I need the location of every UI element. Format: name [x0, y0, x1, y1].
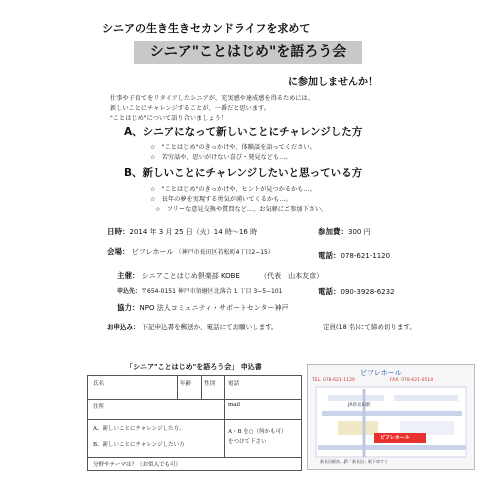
host-row: [117, 270, 323, 281]
cooperation-name: NPO 法人コミュニティ・サポートセンター神戸: [139, 304, 289, 312]
cooperation-row: [117, 302, 289, 313]
venue-address: （神戸市長田区若松町4丁目2−15）: [175, 249, 274, 256]
form-divider: [177, 376, 178, 399]
section-a-heading: A、シニアになって新しいことにチャレンジした方: [124, 126, 363, 138]
section-b-heading: B、新しいことにチャレンジしたいと思っている方: [124, 167, 363, 179]
form-divider: [224, 419, 225, 457]
form-option-b[interactable]: B、新しいことにチャレンジしたい方: [93, 442, 185, 448]
application-form: [87, 375, 302, 471]
form-choice-note-1: A・B を○（何かも可）: [228, 429, 287, 435]
apply-phone: 090-3928-6232: [340, 288, 395, 296]
cooperation-label: 協力：: [117, 303, 140, 312]
date-value: 2014 年 3 月 25 日（火）14 時〜16 時: [129, 228, 258, 236]
tagline: シニアの生き生きセカンドライフを求めて: [102, 22, 311, 35]
date-label: 日時：: [107, 227, 130, 236]
date-row: [107, 226, 257, 237]
apply-to-label: 申込先：: [117, 288, 142, 295]
section-a-bullet-1: ☆ "ことはじめ"のきっかけや、体験談を語ってください。: [150, 144, 316, 151]
apply-to-row: [117, 286, 283, 295]
how-to-apply-label: お申込み：: [107, 323, 140, 331]
apply-phone-label: 電話：: [318, 287, 341, 296]
form-topic-label: 分野やテーマは？（お似入でも可）: [93, 462, 182, 468]
map-station-label: JR新長田駅: [348, 403, 371, 408]
host-label: 主催：: [117, 271, 140, 280]
venue-map: [307, 364, 475, 470]
event-title-banner: [134, 41, 362, 64]
apply-to-address: 〒654-0151 神戸市須磨区北落合 1 丁目 3−5−101: [141, 288, 283, 295]
host-name: シニアことはじめ倶楽部 KOBE: [141, 272, 240, 280]
form-phone-label: 電話: [228, 381, 240, 387]
form-divider: [88, 419, 301, 420]
fee-label: 参加費：: [318, 227, 348, 236]
form-divider: [88, 457, 301, 458]
section-a-bullet-2: ☆ 苦労話や、思いがけない喜び・発見なども…。: [150, 154, 292, 161]
capacity-note: 定員(18 名)にて締め切ります。: [323, 323, 416, 331]
form-divider: [224, 376, 225, 419]
section-b-bullet-3: ☆ フリーな意見交換や質問など…、お気軽にご参加下さい。: [155, 206, 328, 213]
form-option-a[interactable]: A、新しいことにチャレンジした方。: [93, 426, 185, 432]
invitation-text: に参加しませんか！: [288, 77, 378, 88]
venue-label: 会場：: [107, 247, 130, 256]
application-form-title: 「シニア"ことはじめ"を語ろう会」 申込書: [126, 363, 262, 371]
fee-row: [318, 226, 371, 237]
form-divider: [88, 399, 301, 400]
how-to-apply-row: [107, 322, 278, 331]
form-gender-label: 性別: [204, 381, 216, 387]
map-fax: FAX. 078-621-0514: [390, 378, 434, 383]
intro-line-3: "ことはじめ"について語り合いましょう！: [110, 115, 227, 122]
fee-value: 300 円: [348, 228, 371, 236]
map-drawing: [308, 365, 474, 469]
host-representative: （代表 山本友彦）: [260, 272, 324, 280]
map-access-note: 新長田駅南…JR「新長田」駅下車すぐ: [320, 459, 388, 464]
event-title: シニア"ことはじめ"を語ろう会: [149, 44, 347, 60]
venue-phone-row: [318, 250, 390, 261]
form-mail-label: mail: [228, 402, 241, 408]
venue-phone: 078-621-1120: [340, 252, 391, 260]
venue-name: ピフレホール: [131, 248, 174, 256]
section-b-bullet-1: ☆ "ことはじめ"のきっかけや、ヒントが見つかるかも…。: [150, 186, 316, 193]
map-tel: TEL. 078-621-1120: [312, 378, 355, 383]
map-venue-label: ピフレホール: [380, 435, 410, 441]
form-name-label: 氏名: [93, 381, 105, 387]
intro-line-1: 仕事や子育てをリタイアしたシニアが、充実感や達成感を得るためには、: [110, 95, 314, 102]
form-divider: [201, 376, 202, 399]
how-to-apply-text: 下記申込書を郵送か、電話にてお願いします。: [141, 323, 278, 331]
venue-row: [107, 246, 274, 257]
section-b-bullet-2: ☆ 長年の夢を実現する勇気が湧いてくるかも…。: [150, 196, 292, 203]
form-age-label: 年齢: [180, 381, 192, 387]
form-choice-note-2: をつけて下さい: [228, 439, 267, 445]
map-title: ピフレホール: [360, 369, 402, 377]
intro-line-2: 新しいことにチャレンジすることが、一番だと思います。: [110, 105, 270, 112]
form-address-label: 住所: [93, 404, 105, 410]
venue-phone-label: 電話：: [318, 251, 341, 260]
apply-phone-row: [318, 286, 395, 297]
